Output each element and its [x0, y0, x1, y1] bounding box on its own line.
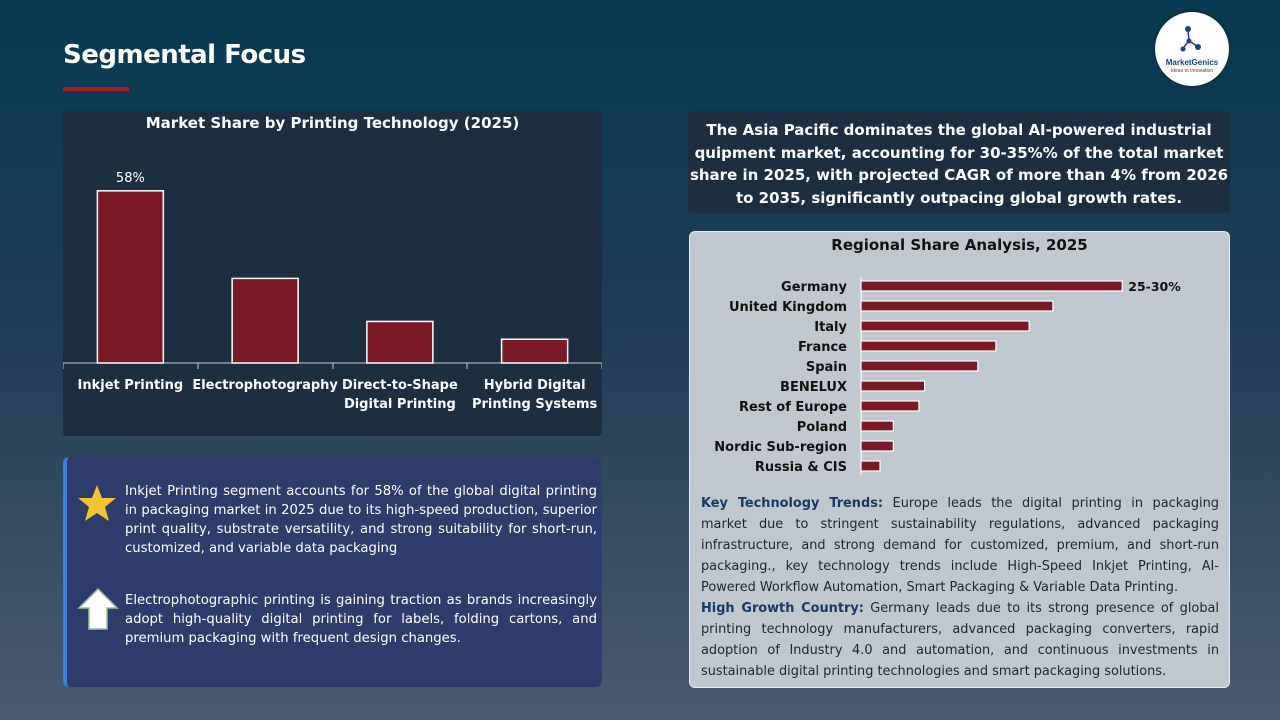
company-logo — [1155, 12, 1229, 86]
hbar-spain — [861, 361, 978, 371]
technology-chart-title: Market Share by Printing Technology (2025) — [145, 114, 520, 132]
trends-text: Europe leads the digital printing in packaging market due to stringent sustainability regulations, advanced packaging infrastructure, and strong demand for customized, premium, and short-run packaging., key technology trends include High-Speed Inkjet Printing, AI-Powered Workflow Automation, Smart Packaging & Variable Data Printing. — [701, 496, 1219, 595]
trends-heading: Key Technology Trends: — [701, 496, 884, 511]
category-label-inkjet-printing-0: Inkjet Printing — [77, 378, 184, 393]
regional-chart-title: Regional Share Analysis, 2025 — [831, 236, 1088, 254]
hbar-rest-of-europe — [861, 401, 919, 411]
bar-hybrid-digital-printing-systems — [502, 339, 568, 363]
region-label-italy: Italy — [814, 320, 847, 335]
category-label-direct-to-shape-digital-printing-1: Digital Printing — [343, 397, 456, 412]
hbar-poland — [861, 421, 893, 431]
asia-pacific-callout — [688, 111, 1230, 213]
insight-panel — [63, 457, 602, 687]
region-label-spain: Spain — [805, 360, 847, 375]
regional-commentary — [701, 493, 1219, 682]
category-label-direct-to-shape-digital-printing-0: Direct-to-Shape — [341, 378, 458, 393]
bar-inkjet-printing — [97, 191, 163, 363]
region-label-benelux: BENELUX — [780, 380, 847, 395]
regional-share-panel — [689, 231, 1230, 688]
region-label-france: France — [797, 340, 847, 355]
category-label-electrophotography-0: Electrophotography — [192, 378, 338, 393]
bar-direct-to-shape-digital-printing — [367, 321, 433, 363]
region-label-germany: Germany — [781, 280, 847, 295]
region-label-russia-cis: Russia & CIS — [754, 460, 847, 475]
growth-heading: High Growth Country: — [701, 601, 864, 616]
star-icon — [77, 484, 117, 524]
regional-bar-chart — [690, 232, 1229, 487]
region-label-nordic-sub-region: Nordic Sub-region — [714, 440, 847, 455]
data-label-germany: 25-30% — [1128, 279, 1181, 294]
callout-text: The Asia Pacific dominates the global AI-powered industrial quipment market, accounting for 30-35%% of the total market share in 2025, with projected CAGR of more than 4% from 2026 to 2035, significantly outpacing global growth rates. — [689, 121, 1229, 207]
logo-name: MarketGenics — [1165, 58, 1219, 67]
logo-tagline: Ideas to Innovation — [1170, 68, 1214, 74]
title-underline — [63, 87, 129, 91]
network-icon — [1155, 12, 1229, 86]
data-label-inkjet-printing: 58% — [115, 170, 145, 186]
hbar-united-kingdom — [861, 301, 1053, 311]
hbar-italy — [861, 321, 1029, 331]
hbar-germany — [861, 281, 1122, 291]
category-label-hybrid-digital-printing-systems-0: Hybrid Digital — [483, 378, 586, 393]
technology-chart-panel — [63, 111, 602, 436]
hbar-russia-cis — [861, 461, 880, 471]
region-label-united-kingdom: United Kingdom — [728, 300, 847, 315]
technology-bar-chart — [63, 111, 602, 436]
up-arrow-icon — [77, 587, 119, 631]
region-label-poland: Poland — [796, 420, 847, 435]
insight-text-electrophotography: Electrophotographic printing is gaining traction as brands increasingly adopt high-quality digital printing for labels, folding cartons, and premium packaging with frequent design changes. — [125, 593, 597, 646]
category-label-hybrid-digital-printing-systems-1: Printing Systems — [471, 397, 598, 412]
page-title: Segmental Focus — [63, 40, 306, 70]
region-label-rest-of-europe: Rest of Europe — [738, 400, 847, 415]
growth-text: Germany leads due to its strong presence of global printing technology manufacturers, advanced packaging converters, rapid adoption of Industry 4.0 and automation, and continuous investments in sustainable digital printing technologies and smart packaging solutions. — [701, 601, 1219, 679]
hbar-nordic-sub-region — [861, 441, 893, 451]
bar-electrophotography — [232, 278, 298, 363]
hbar-france — [861, 341, 996, 351]
insight-text-inkjet: Inkjet Printing segment accounts for 58% of the global digital printing in packaging market in 2025 due to its high-speed production, superior print quality, substrate versatility, and strong suitability for short-run, customized, and variable data packaging — [125, 484, 597, 556]
hbar-benelux — [861, 381, 925, 391]
